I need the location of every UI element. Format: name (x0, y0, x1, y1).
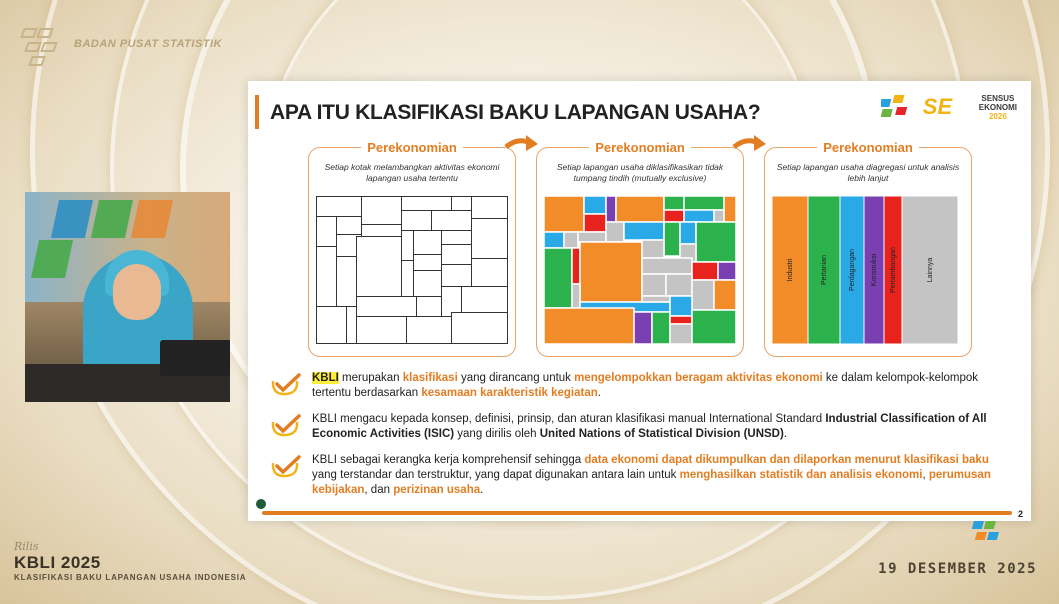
event-title: KBLI 2025 (14, 553, 101, 572)
bps-logo (16, 20, 222, 68)
slide-logo-dot (256, 499, 266, 509)
panel-heading: Perekonomian (817, 140, 919, 155)
sensus-ekonomi-logo: SE SENSUS EKONOMI 2026 (881, 93, 1017, 121)
sector-label: Konstruksi (870, 253, 878, 287)
event-script: Rilis (14, 540, 39, 553)
panel-economy-blocks (308, 140, 516, 357)
bps-mark-icon (16, 20, 68, 68)
event-subtitle: KLASIFIKASI BAKU LAPANGAN USAHA INDONESIA (14, 573, 247, 582)
arrow-right-icon (732, 133, 768, 155)
classified-blocks-diagram (544, 196, 736, 344)
key-points (270, 371, 1010, 509)
panel-description: Setiap lapangan usaha diagregasi untuk analisis lebih lanjut (776, 162, 960, 183)
arrow-right-icon (504, 133, 540, 155)
sector-label: Perdagangan (848, 248, 856, 292)
laptop (160, 340, 230, 376)
aggregated-bars-diagram (772, 196, 964, 344)
presenter-video (25, 192, 230, 402)
presentation-slide (248, 81, 1031, 521)
list-item: KBLI mengacu kepada konsep, definisi, prinsip, dan aturan klasifikasi manual International Standard Industrial Classification of All Economic Activities (ISIC) yang dirilis oleh United Nations of Statistical Division (UNSD). (270, 412, 1010, 442)
list-item: KBLI merupakan klasifikasi yang dirancang untuk mengelompokkan beragam aktivitas ekonomi ke dalam kelompok-kelompok tertentu berdasarkan kesamaan karakteristik kegiatan. (270, 371, 1010, 401)
page-number: 2 (1017, 509, 1023, 519)
panel-description: Setiap kotak melambangkan aktivitas ekonomi lapangan usaha tertentu (324, 162, 500, 183)
sensus-ekonomi-swirl: SE (922, 94, 953, 119)
presenter-face (113, 264, 161, 320)
panel-description: Setiap lapangan usaha diklasifikasikan tidak tumpang tindih (mutually exclusive) (556, 162, 724, 183)
sector-label: Pertambangan (889, 247, 897, 293)
org-name: BADAN PUSAT STATISTIK (74, 38, 222, 50)
checkmark-icon (270, 455, 302, 479)
slide-title: APA ITU KLASIFIKASI BAKU LAPANGAN USAHA? (270, 101, 761, 124)
sector-label: Pertanian (820, 255, 828, 285)
blocks-diagram (316, 196, 508, 344)
panel-economy-classified (536, 140, 744, 357)
event-branding (14, 540, 246, 582)
sector-label: Industri (786, 258, 794, 282)
event-date: 19 DESEMBER 2025 (878, 561, 1037, 577)
title-accent-bar (255, 95, 259, 129)
slide-footer-bar (262, 511, 1012, 515)
panel-economy-aggregated (764, 140, 972, 357)
checkmark-icon (270, 373, 302, 397)
panel-heading: Perekonomian (589, 140, 691, 155)
sector-label: Lainnya (926, 257, 934, 283)
sensus-ekonomi-icon (881, 93, 919, 121)
list-item: KBLI sebagai kerangka kerja komprehensif sehingga data ekonomi dapat dikumpulkan dan dilaporkan menurut klasifikasi baku yang terstandar dan terstruktur, yang dapat digunakan antara lain untuk menghasilkan statistik dan analisis ekonomi, perumusan kebijakan, dan perizinan usaha. (270, 453, 1010, 498)
checkmark-icon (270, 414, 302, 438)
bps-mini-logo-icon (971, 517, 1011, 547)
panel-heading: Perekonomian (361, 140, 463, 155)
